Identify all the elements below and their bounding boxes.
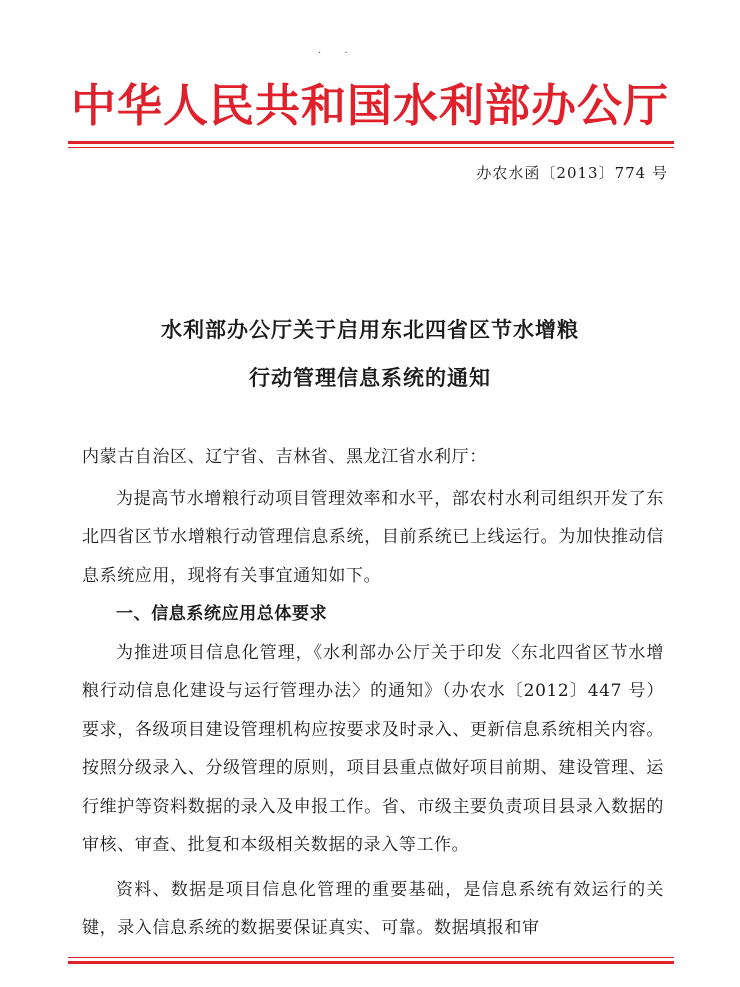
document-title (70, 306, 670, 402)
paragraph-2: 为推进项目信息化管理，《水利部办公厅关于印发〈东北四省区节水增粮行动信息化建设与运行管理办法〉的通知》（办农水〔2012〕447 号）要求，各级项目建设管理机构应按要求及时录入、更新信息系统相关内容。按照分级录入、分级管理的原则，项目县重点做好项目前期、建设管理、运行维护等资料数据的录入及申报工作。省、市级主要负责项目县录入数据的审核、审查、批复和本级相关数据的录入等工作。 (82, 642, 664, 855)
footer-red-rule-thick (68, 961, 674, 964)
footer-red-rule-thin (68, 957, 674, 958)
paragraph-1: 为提高节水增粮行动项目管理效率和水平，部农村水利司组织开发了东北四省区节水增粮行动管理信息系统，目前系统已上线运行。为加快推动信息系统应用，现将有关事宜通知如下。 (82, 488, 664, 586)
document-title-line-2: 行动管理信息系统的通知 (249, 366, 491, 390)
addressee: 内蒙古自治区、辽宁省、吉林省、黑龙江省水利厅： (82, 447, 487, 467)
paragraph-3: 资料、数据是项目信息化管理的重要基础，是信息系统有效运行的关键，录入信息系统的数据要保证真实、可靠。数据填报和审 (82, 879, 664, 938)
document-body (82, 438, 664, 948)
header-red-rule-thick (68, 141, 674, 144)
document-number: 办农水函〔2013〕774 号 (476, 164, 668, 182)
document-title-line-1: 水利部办公厅关于启用东北四省区节水增粮 (161, 318, 579, 342)
header-marks: · · (318, 48, 358, 59)
header-red-rule-thin (68, 147, 674, 148)
issuer-header: 中华人民共和国水利部办公厅 (70, 79, 669, 132)
section-heading-1: 一、信息系统应用总体要求 (116, 604, 328, 624)
